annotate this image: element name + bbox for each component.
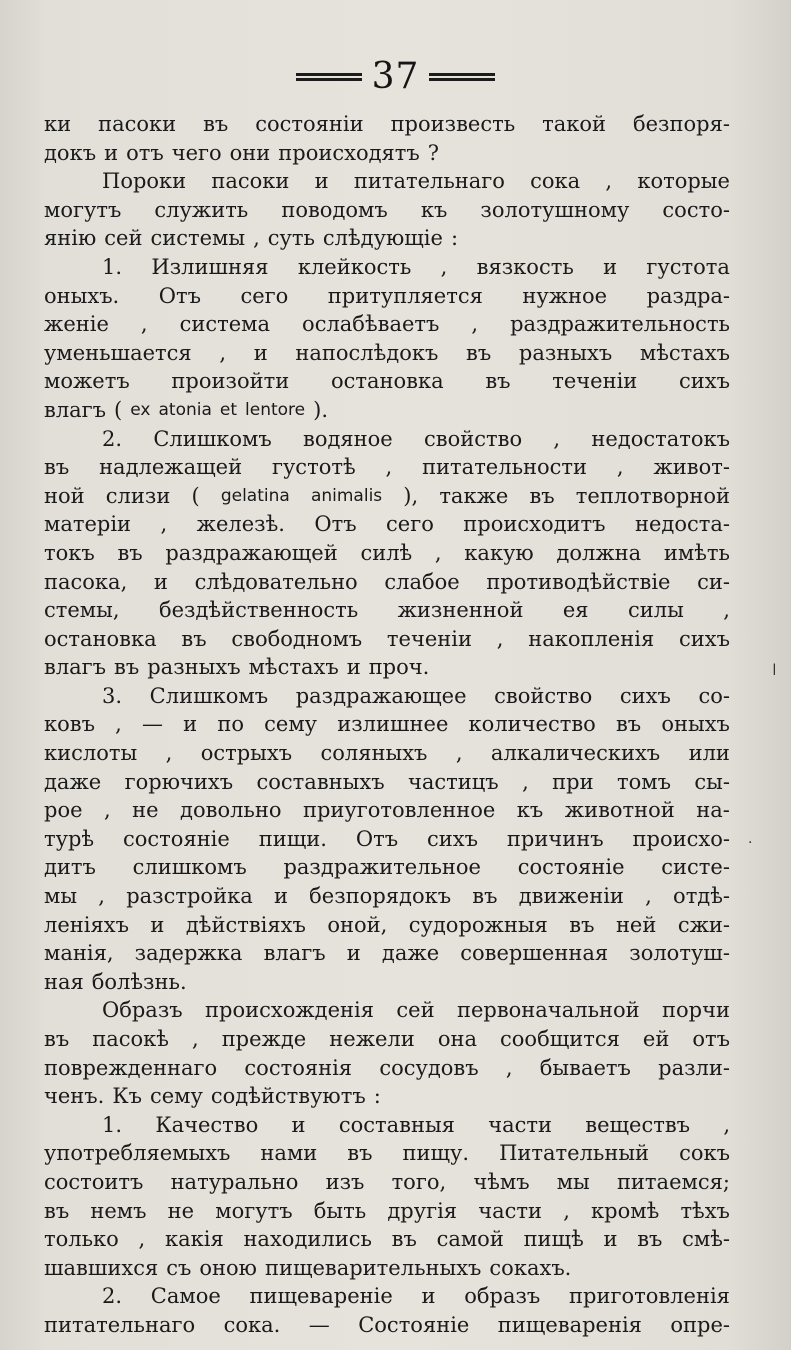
- text-line: состоитъ натурально изъ того, чѣмъ мы питаемся;: [44, 1169, 730, 1194]
- text-line: манiя, задержка влагъ и даже совершенная золотуш-: [44, 941, 730, 966]
- text-line: женiе , система ослабѣваетъ , раздражительность: [44, 312, 730, 337]
- text-line: 1. Качество и составныя части веществъ ,: [102, 1112, 730, 1137]
- text-line: матерiи , железѣ. Отъ сего происходитъ недоста-: [44, 512, 730, 537]
- text-line: могутъ служить поводомъ къ золотушному состо-: [44, 197, 730, 222]
- text-line: въ пасокѣ , прежде нежели она сообщится ей отъ: [44, 1027, 730, 1051]
- text-line: докъ и отъ чего они происходятъ ?: [44, 140, 440, 165]
- text-line: 2. Слишкомъ водяное свойство , недостатокъ: [102, 426, 730, 451]
- text-line: токъ въ раздражающей силѣ , какую должна имѣть: [44, 540, 730, 565]
- text-line: дитъ слишкомъ раздражительное состоянiе систе-: [44, 855, 730, 880]
- page-number: 37: [371, 56, 420, 97]
- text-line: даже горючихъ составныхъ частицъ , при томъ сы-: [44, 769, 730, 794]
- text-line: ки пасоки въ состоянiи произвесть такой безпоря-: [44, 112, 730, 136]
- text-line: янiю сей системы , суть слѣдующiе :: [44, 226, 459, 251]
- text-line: оныхъ. Отъ сего притупляется нужное раздра-: [44, 283, 730, 308]
- text-line: кислоты , острыхъ соляныхъ , алкалическихъ или: [44, 741, 730, 766]
- text-line: Пороки пасоки и питательнаго сока , которые: [102, 169, 730, 194]
- margin-mark: ǀ: [772, 660, 777, 679]
- text-line: пасока, и слѣдовательно слабое противодѣйствiе си-: [44, 569, 730, 594]
- text-line: ченъ. Къ сему содѣйствуютъ :: [44, 1084, 381, 1109]
- text-line: ковъ , — и по сему излишнее количество въ оныхъ: [44, 712, 730, 737]
- body-text: [44, 110, 730, 1340]
- header-rule-right: [429, 73, 495, 81]
- text-line: употребляемыхъ нами въ пищу. Питательный сокъ: [44, 1141, 730, 1166]
- text-line: стемы, бездѣйственность жизненной ея силы ,: [44, 598, 730, 623]
- text-line: ная болѣзнь.: [44, 969, 187, 994]
- text-line: можетъ произойти остановка въ теченiи сихъ: [44, 369, 730, 394]
- text-line: 2. Самое пищеваренiе и образъ приготовленiя: [102, 1284, 730, 1309]
- text-line: влагъ ( ex atonia et lentore ).: [44, 397, 328, 422]
- header-rule-left: [296, 73, 362, 81]
- margin-dot: ·: [748, 835, 753, 851]
- text-line: только , какiя находились въ самой пищѣ и въ смѣ-: [44, 1227, 730, 1252]
- text-line: въ немъ не могутъ быть другiя части , кромѣ тѣхъ: [44, 1198, 730, 1223]
- text-line: поврежденнаго состоянiя сосудовъ , бываетъ разли-: [44, 1055, 730, 1080]
- text-line: шавшихся съ оною пищеварительныхъ сокахъ.: [44, 1255, 572, 1280]
- text-line: 1. Излишняя клейкость , вязкость и густота: [102, 254, 730, 279]
- text-line: Образъ происхожденiя сей первоначальной порчи: [102, 998, 730, 1023]
- text-line: рое , не довольно приуготовленное къ животной на-: [44, 798, 730, 823]
- text-line: мы , разстройка и безпорядокъ въ движенiи , отдѣ-: [44, 884, 730, 909]
- text-line: ленiяхъ и дѣйствiяхъ оной, судорожныя въ ней сжи-: [44, 912, 730, 937]
- text-line: остановка въ свободномъ теченiи , накопленiя сихъ: [44, 626, 730, 651]
- text-line: въ надлежащей густотѣ , питательности , живот-: [44, 455, 730, 480]
- text-line: питательнаго сока. — Состоянiе пищеваренiя опре-: [44, 1312, 730, 1337]
- text-line: уменьшается , и напослѣдокъ въ разныхъ мѣстахъ: [44, 340, 730, 365]
- text-line: влагъ въ разныхъ мѣстахъ и проч.: [44, 655, 430, 680]
- text-line: 3. Слишкомъ раздражающее свойство сихъ со-: [102, 683, 730, 708]
- page-header: [0, 52, 791, 102]
- text-line: ной слизи ( gelatina animalis ), также въ теплотворной: [44, 483, 730, 508]
- text-line: турѣ состоянiе пищи. Отъ сихъ причинъ происхо-: [44, 826, 730, 851]
